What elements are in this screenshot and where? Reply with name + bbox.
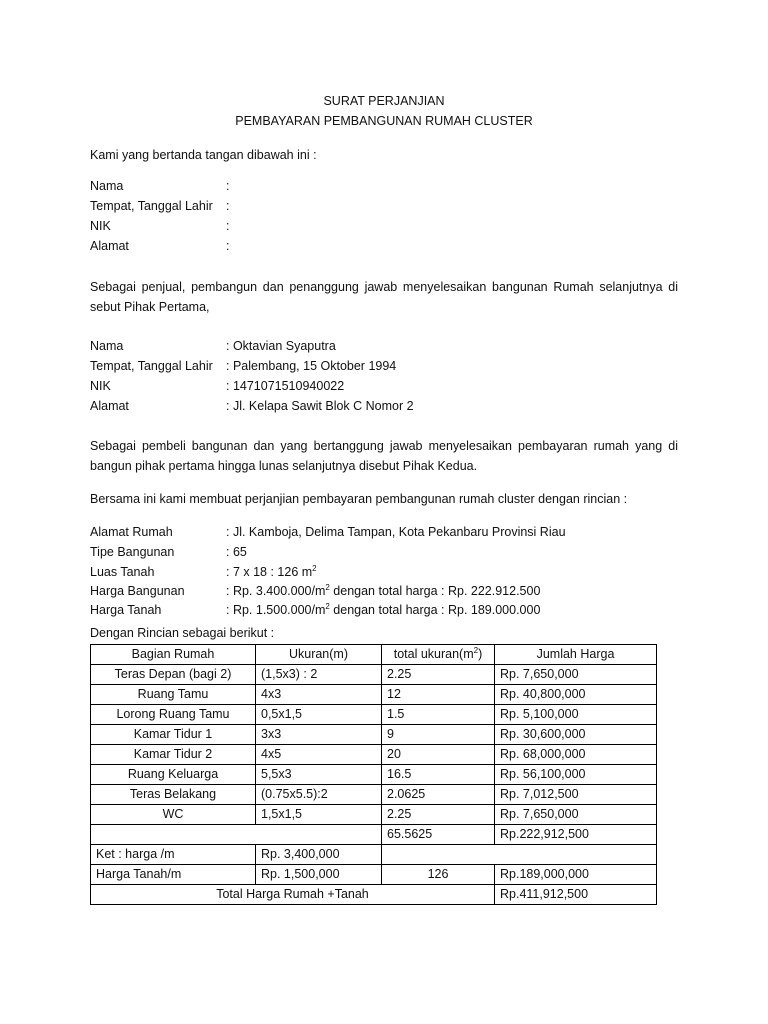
room-cell: WC (91, 805, 256, 825)
detail-text: dengan total harga : Rp. 222.912.500 (329, 584, 541, 598)
area-cell: 20 (382, 745, 495, 765)
seller-paragraph (90, 277, 678, 317)
grand-total-row (91, 885, 657, 905)
empty-cell (91, 825, 382, 845)
field-value: : 1471071510940022 (226, 379, 345, 393)
price-cell: Rp. 40,800,000 (495, 685, 657, 705)
superscript: 2 (325, 602, 330, 611)
size-cell: 4x3 (256, 685, 382, 705)
header-cell: Bagian Rumah (91, 645, 256, 665)
land-price-label: Harga Tanah/m (91, 865, 256, 885)
price-cell: Rp. 5,100,000 (495, 705, 657, 725)
table-row (91, 745, 657, 765)
unit-price-label: Ket : harga /m (91, 845, 256, 865)
size-cell: (1,5x3) : 2 (256, 665, 382, 685)
area-cell: 12 (382, 685, 495, 705)
grand-total-label: Total Harga Rumah +Tanah (91, 885, 495, 905)
header-cell: Ukuran(m) (256, 645, 382, 665)
room-cell: Teras Depan (bagi 2) (91, 665, 256, 685)
size-cell: 1,5x1,5 (256, 805, 382, 825)
detail-label: Harga Tanah (90, 603, 162, 617)
room-cell: Ruang Tamu (91, 685, 256, 705)
field-value: : Oktavian Syaputra (226, 339, 336, 353)
buyer-paragraph (90, 436, 678, 476)
price-cell: Rp. 56,100,000 (495, 765, 657, 785)
detail-text: : Rp. 3.400.000/m (226, 584, 326, 598)
room-cell: Lorong Ruang Tamu (91, 705, 256, 725)
land-price-row (91, 865, 657, 885)
area-cell: 2.25 (382, 805, 495, 825)
room-cell: Ruang Keluarga (91, 765, 256, 785)
field-label: NIK (90, 219, 111, 233)
price-total-cell: Rp.222,912,500 (495, 825, 657, 845)
table-row (91, 665, 657, 685)
area-cell: 1.5 (382, 705, 495, 725)
detail-text: : Rp. 1.500.000/m (226, 603, 326, 617)
document-subtitle: PEMBAYARAN PEMBANGUNAN RUMAH CLUSTER (235, 114, 533, 128)
unit-price-value: Rp. 3,400,000 (256, 845, 382, 865)
field-value: : (226, 199, 230, 213)
agreement-line: Bersama ini kami membuat perjanjian pembayaran pembangunan rumah cluster dengan rincian : (90, 492, 628, 506)
price-cell: Rp. 7,012,500 (495, 785, 657, 805)
field-label: Alamat (90, 399, 129, 413)
superscript: 2 (473, 646, 479, 655)
detail-label: Alamat Rumah (90, 525, 173, 539)
field-label: Tempat, Tanggal Lahir (90, 359, 213, 373)
land-area-cell: 126 (382, 865, 495, 885)
table-row (91, 785, 657, 805)
price-cell: Rp. 7,650,000 (495, 665, 657, 685)
paragraph-line: sebut Pihak Pertama, (90, 300, 210, 314)
land-total-cell: Rp.189,000,000 (495, 865, 657, 885)
header-text: total ukuran(m (393, 647, 474, 661)
field-value: : (226, 219, 230, 233)
table-header-row (91, 645, 657, 665)
detail-value (226, 603, 540, 617)
size-cell: 4x5 (256, 745, 382, 765)
price-cell: Rp. 30,600,000 (495, 725, 657, 745)
price-cell: Rp. 68,000,000 (495, 745, 657, 765)
header-cell: Jumlah Harga (495, 645, 657, 665)
detail-value: : Jl. Kamboja, Delima Tampan, Kota Pekanbaru Provinsi Riau (226, 525, 566, 539)
paragraph-line: bangun pihak pertama hingga lunas selanjutnya disebut Pihak Kedua. (90, 459, 478, 473)
detail-value (226, 565, 317, 579)
field-value: : Jl. Kelapa Sawit Blok C Nomor 2 (226, 399, 414, 413)
table-row (91, 725, 657, 745)
table-row (91, 805, 657, 825)
area-cell: 2.0625 (382, 785, 495, 805)
intro-text: Kami yang bertanda tangan dibawah ini : (90, 148, 317, 162)
field-label: Nama (90, 179, 124, 193)
room-cell: Teras Belakang (91, 785, 256, 805)
size-cell: (0.75x5.5):2 (256, 785, 382, 805)
room-cell: Kamar Tidur 2 (91, 745, 256, 765)
price-cell: Rp. 7,650,000 (495, 805, 657, 825)
document-title: SURAT PERJANJIAN (323, 94, 445, 108)
room-cell: Kamar Tidur 1 (91, 725, 256, 745)
detail-value: : 65 (226, 545, 247, 559)
table-row (91, 765, 657, 785)
table-row (91, 705, 657, 725)
field-value: : (226, 239, 230, 253)
paragraph-line: Sebagai pembeli bangunan dan yang bertanggung jawab menyelesaikan pembayaran rumah yang di (90, 439, 678, 453)
size-cell: 3x3 (256, 725, 382, 745)
area-cell: 16.5 (382, 765, 495, 785)
table-row (91, 685, 657, 705)
field-label: Tempat, Tanggal Lahir (90, 199, 213, 213)
grand-total-value: Rp.411,912,500 (495, 885, 657, 905)
field-label: NIK (90, 379, 111, 393)
detail-text: dengan total harga : Rp. 189.000.000 (329, 603, 541, 617)
area-cell: 9 (382, 725, 495, 745)
detail-text: : 7 x 18 : 126 m (226, 565, 313, 579)
field-value: : Palembang, 15 Oktober 1994 (226, 359, 397, 373)
paragraph-line: Sebagai penjual, pembangun dan penanggung jawab menyelesaikan bangunan Rumah selanjutnya di (90, 280, 678, 294)
empty-cell (382, 845, 657, 865)
detail-label: Harga Bangunan (90, 584, 185, 598)
superscript: 2 (325, 583, 330, 592)
field-label: Nama (90, 339, 124, 353)
area-total-cell: 65.5625 (382, 825, 495, 845)
unit-price-row (91, 845, 657, 865)
superscript: 2 (312, 564, 317, 573)
detail-label: Luas Tanah (90, 565, 155, 579)
table-intro: Dengan Rincian sebagai berikut : (90, 626, 275, 640)
detail-label: Tipe Bangunan (90, 545, 175, 559)
header-cell (382, 645, 495, 665)
size-cell: 0,5x1,5 (256, 705, 382, 725)
cost-breakdown-table (90, 644, 657, 905)
header-text: ) (478, 647, 483, 661)
land-price-value: Rp. 1,500,000 (256, 865, 382, 885)
area-cell: 2.25 (382, 665, 495, 685)
size-cell: 5,5x3 (256, 765, 382, 785)
field-value: : (226, 179, 230, 193)
field-label: Alamat (90, 239, 129, 253)
subtotal-row (91, 825, 657, 845)
detail-value (226, 584, 540, 598)
